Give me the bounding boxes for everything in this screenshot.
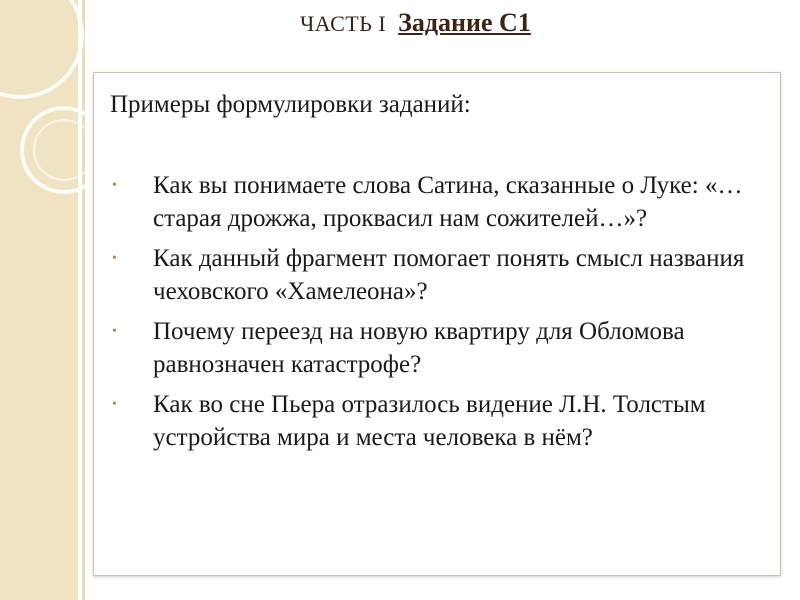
task-title: Задание С1 <box>398 8 531 37</box>
slide-header <box>300 8 531 48</box>
task-list <box>110 169 770 461</box>
list-item-text: Почему переезд на новую квартиру для Обломова равнозначен катастрофе? <box>153 318 685 378</box>
bullet-icon: • <box>112 178 117 193</box>
list-item <box>110 169 770 235</box>
bullet-icon: • <box>112 397 117 412</box>
deco-circle-inner <box>34 120 94 180</box>
content-box <box>93 72 781 576</box>
section-label: ЧАСТЬ I <box>300 11 387 36</box>
list-item-text: Как вы понимаете слова Сатина, сказанные о Луке: «…старая дрожжа, проквасил нам сожителей…»? <box>153 172 743 232</box>
intro-text: Примеры формулировки заданий: <box>110 91 471 118</box>
list-item <box>110 315 770 381</box>
list-item-text: Как данный фрагмент помогает понять смысл названия чеховского «Хамелеона»? <box>153 245 745 305</box>
bullet-icon: • <box>112 251 117 266</box>
list-item <box>110 242 770 308</box>
bullet-icon: • <box>112 324 117 339</box>
deco-circle-large <box>0 0 82 97</box>
list-item-text: Как во сне Пьера отразилось видение Л.Н. Толстым устройства мира и места человека в нём? <box>153 391 706 451</box>
list-item <box>110 388 770 454</box>
